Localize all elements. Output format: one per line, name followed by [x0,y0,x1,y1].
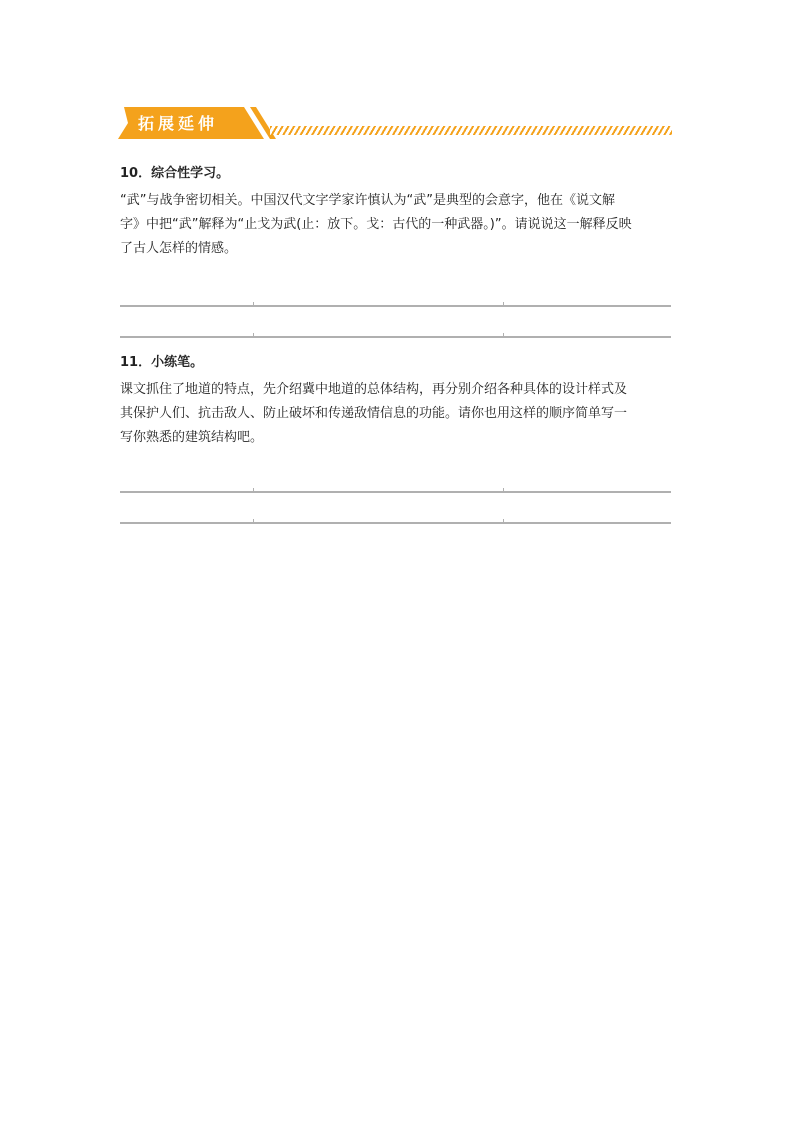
section-header [118,106,674,140]
answer-area-10[interactable] [120,305,671,338]
question-10 [120,162,672,261]
answer-line[interactable] [120,522,671,524]
question-line: 其保护人们、抗击敌人、防止破坏和传递敌情信息的功能。请你也用这样的顺序简单写一 [120,406,628,421]
question-11 [120,351,672,450]
question-body [120,189,672,261]
answer-line[interactable] [120,305,671,307]
question-title: 11．小练笔。 [120,355,204,370]
section-title: 拓展延伸 [138,114,219,133]
answer-line[interactable] [120,336,671,338]
question-line: 课文抓住了地道的特点，先介绍冀中地道的总体结构，再分别介绍各种具体的设计样式及 [120,382,628,397]
question-title: 10．综合性学习。 [120,166,230,181]
question-line: 字》中把“武”解释为“止戈为武(止：放下。戈：古代的一种武器。)”。请说说这一解释反映 [120,217,632,232]
answer-area-11[interactable] [120,491,671,524]
question-line: 写你熟悉的建筑结构吧。 [120,430,264,445]
question-body [120,378,672,450]
section-header-stripes [270,126,672,135]
question-line: 了古人怎样的情感。 [120,241,238,256]
question-line: “武”与战争密切相关。中国汉代文字学家许慎认为“武”是典型的会意字，他在《说文解 [120,193,615,208]
answer-line[interactable] [120,491,671,493]
